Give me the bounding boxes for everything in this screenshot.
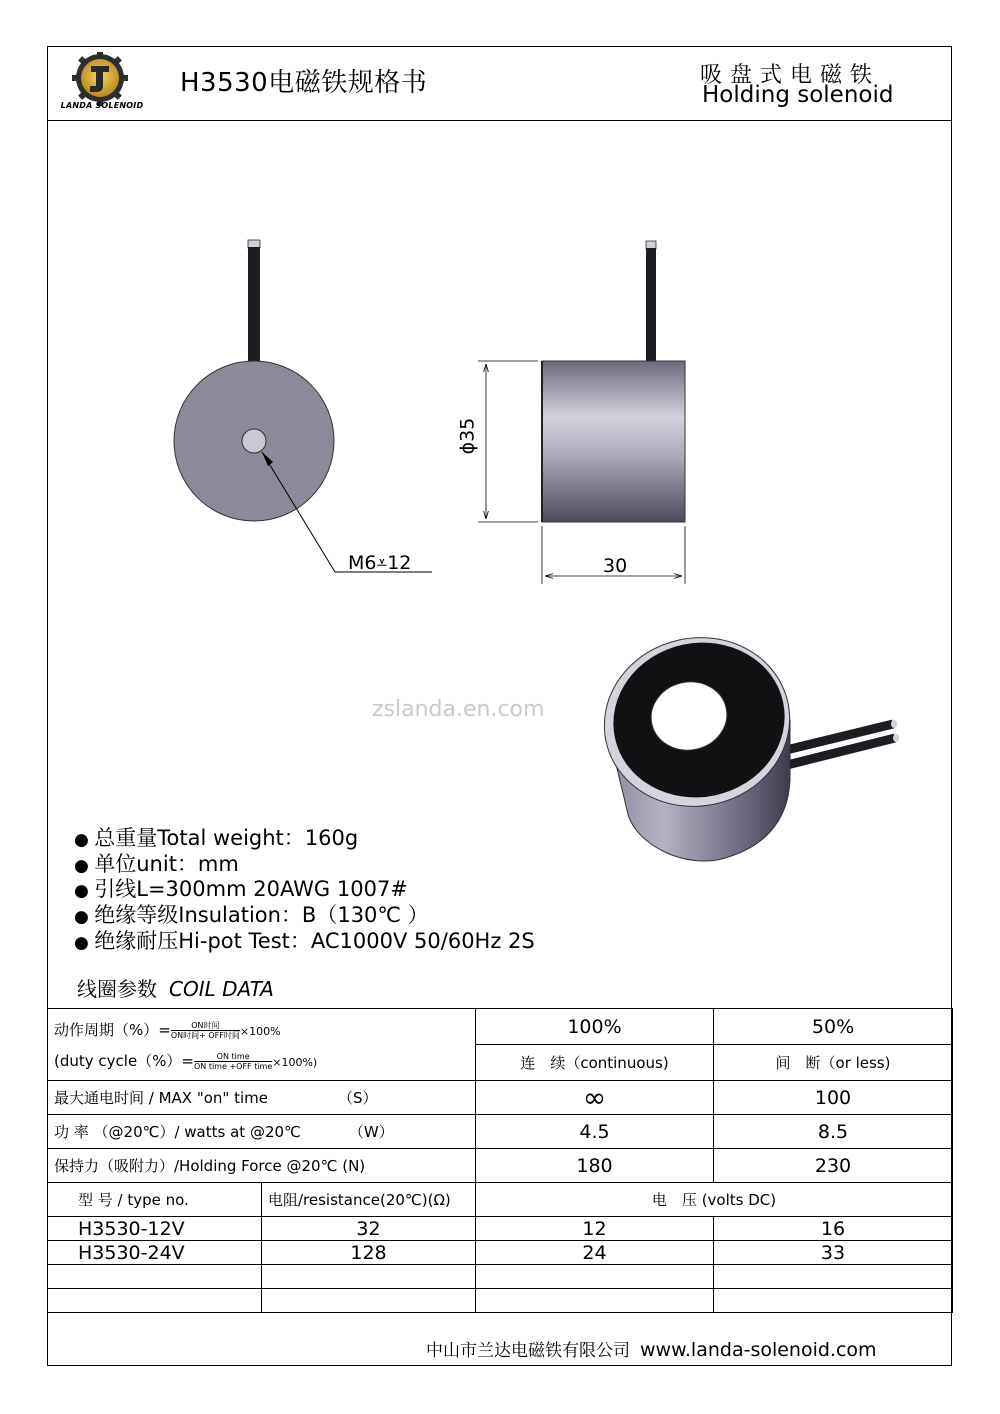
side-view: [478, 241, 685, 584]
duty-50: 50%: [714, 1009, 953, 1045]
voltage-header: 电 压 (volts DC): [476, 1183, 953, 1217]
spec-lead-wire: ● 引线L=300mm 20AWG 1007#: [74, 878, 535, 904]
table-row-v100: 24: [476, 1241, 714, 1265]
length-label: 30: [603, 555, 628, 577]
footer: [426, 1336, 877, 1361]
table-row-type: H3530-12V: [48, 1217, 262, 1241]
isometric-view: [589, 620, 899, 861]
subtitle-chinese: 吸盘式电磁铁: [700, 63, 881, 88]
duty-cycle-en: (duty cycle（%）= $\frac{\text{ON time}}{\text{ON time +OFF time}}\times 100\%$): [54, 1051, 318, 1071]
watermark: zslanda.en.com: [372, 697, 545, 722]
duty-100: 100%: [476, 1009, 714, 1045]
document-title: H3530电磁铁规格书: [180, 68, 428, 98]
holding-force-label: 保持力（吸附力）/Holding Force @20℃ (N): [48, 1149, 476, 1183]
website-url: www.landa-solenoid.com: [640, 1339, 877, 1361]
force-100: 180: [476, 1149, 714, 1183]
spec-weight: ● 总重量Total weight：160g: [74, 827, 535, 853]
table-row-v50: 33: [714, 1241, 953, 1265]
duty-cycle-cn: 动作周期（%）= $\frac{\text{ON时间}}{\text{ON时间+ OFF时间}}\times 100\%$: [54, 1020, 281, 1040]
max-on-100: ∞: [476, 1081, 714, 1115]
type-header: 型 号 / type no.: [48, 1183, 262, 1217]
table-row-v100: 12: [476, 1217, 714, 1241]
table-row-resistance: 32: [262, 1217, 476, 1241]
table-row-v50: 16: [714, 1217, 953, 1241]
spec-list: [74, 827, 535, 956]
table-row-empty: [48, 1289, 953, 1313]
coil-data-table: [47, 1008, 953, 1313]
spec-unit: ● 单位unit：mm: [74, 853, 535, 879]
thread-label: M6⩡12: [348, 552, 412, 574]
logo-text: LANDA SOLENOID: [60, 101, 144, 110]
duty-cycle-label: [48, 1009, 476, 1081]
coil-data-title: [77, 973, 274, 1002]
power-50: 8.5: [714, 1115, 953, 1149]
subtitle-english: Holding solenoid: [702, 82, 894, 108]
duty-cn-fraction: $\frac{\text{ON时间}}{\text{ON时间+ OFF时间}}$: [170, 1020, 240, 1040]
table-row-empty: [48, 1265, 953, 1289]
table-row-resistance: 128: [262, 1241, 476, 1265]
company-name: 中山市兰达电磁铁有限公司: [426, 1341, 630, 1361]
coil-title-cn: 线圈参数: [77, 977, 157, 1001]
power-100: 4.5: [476, 1115, 714, 1149]
front-view: [174, 240, 432, 572]
coil-title-en: COIL DATA: [169, 977, 274, 1001]
force-50: 230: [714, 1149, 953, 1183]
table-row-type: H3530-24V: [48, 1241, 262, 1265]
diameter-label: ϕ35: [456, 417, 479, 455]
spec-insulation: ● 绝缘等级Insulation：B（130℃ ）: [74, 904, 535, 930]
intermittent-label: 间 断（or less): [714, 1045, 953, 1081]
duty-en-fraction: $\frac{\text{ON time}}{\text{ON time +OFF time}}$: [194, 1051, 273, 1071]
max-on-50: 100: [714, 1081, 953, 1115]
resistance-header: 电阻/resistance(20℃)(Ω): [262, 1183, 476, 1217]
continuous-label: 连 续（continuous): [476, 1045, 714, 1081]
power-label: 功 率 （@20℃）/ watts at @20℃ （W）: [48, 1115, 476, 1149]
max-on-time-label: 最大通电时间 / MAX "on" time （S）: [48, 1081, 476, 1115]
spec-hipot: ● 绝缘耐压Hi-pot Test：AC1000V 50/60Hz 2S: [74, 930, 535, 956]
